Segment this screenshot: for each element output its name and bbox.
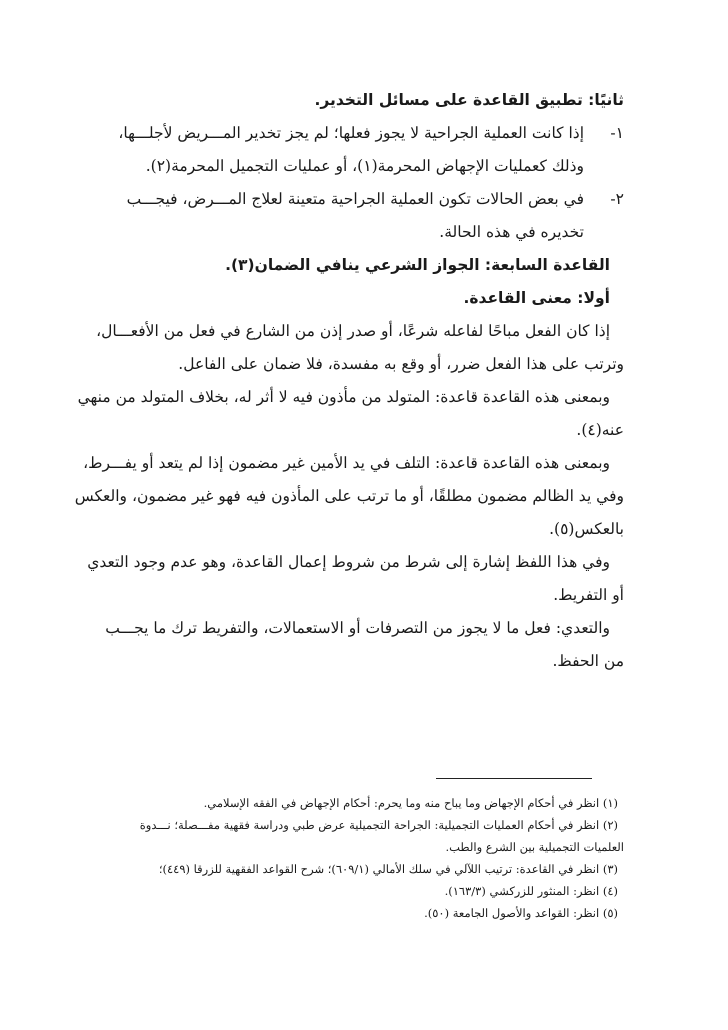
meaning-heading: أولا: معنى القاعدة. [463,289,610,307]
footnotes [108,792,624,924]
paragraph-5-line1: والتعدي: فعل ما لا يجوز من التصرفات أو الاستعمالات، والتفريط ترك ما يجـــب [105,619,610,637]
paragraph-1-line2: وترتب على هذا الفعل ضرر، أو وقع به مفسدة، فلا ضمان على الفاعل. [178,355,624,373]
footnote-3: (٣) انظر في القاعدة: ترتيب اللآلي في سلك الأمالي (٦٠٩/١)؛ شرح القواعد الفقهية للزرقا (٤٤٩)؛ [158,862,618,876]
footnote-1: (١) انظر في أحكام الإجهاض وما يباح منه وما يحرم: أحكام الإجهاض في الفقه الإسلامي. [203,796,618,810]
list-item-2 [108,183,624,216]
paragraph-2-line1: وبمعنى هذه القاعدة قاعدة: المتولد من مأذون فيه لا أثر له، بخلاف المتولد من منهي [77,388,610,406]
list-number-2: ٢- [610,190,624,208]
footnote-2-line2: العلميات التجميلية بين الشرع والطب. [445,840,624,854]
paragraph-5-line2: من الحفظ. [552,652,624,670]
list-item-1-text-line2: وذلك كعمليات الإجهاض المحرمة(١)، أو عمليات التجميل المحرمة(٢). [145,157,584,175]
paragraph-2-line2: عنه(٤). [576,421,624,439]
paragraph-1-line1: إذا كان الفعل مباحًا لفاعله شرعًا، أو صدر إذن من الشارع في فعل من الأفعـــال، [96,322,610,340]
list-item-2-text-line2: تخديره في هذه الحالة. [439,223,584,241]
rule-seven-heading: القاعدة السابعة: الجواز الشرعي ينافي الضمان(٣). [225,256,610,274]
paragraph-3-line3: بالعكس(٥). [549,520,624,538]
paragraph-4-line1: وفي هذا اللفظ إشارة إلى شرط من شروط إعمال القاعدة، وهو عدم وجود التعدي [87,553,610,571]
list-number-1: ١- [610,124,624,142]
paragraph-3-line2: وفي يد الظالم مضمون مطلقًا، أو ما ترتب على المأذون فيه فهو غير مضمون، والعكس [74,487,624,505]
section-heading-application: ثانيًا: تطبيق القاعدة على مسائل التخدير. [314,91,624,109]
footnote-4: (٤) انظر: المنثور للزركشي (١٦٣/٣). [444,884,618,898]
document-body [74,84,624,678]
list-item-2-text-line1: في بعض الحالات تكون العملية الجراحية متعينة لعلاج المـــرض، فيجـــب [126,190,584,208]
footnote-2-line1: (٢) انظر في أحكام العمليات التجميلية: الجراحة التجميلية عرض طبي ودراسة فقهية مفـــصلة؛ نـــدوة [139,818,618,832]
paragraph-4-line2: أو التفريط. [553,586,624,604]
list-item-1 [108,117,624,150]
footnote-separator [436,778,592,779]
paragraph-3-line1: وبمعنى هذه القاعدة قاعدة: التلف في يد الأمين غير مضمون إذا لم يتعد أو يفـــرط، [83,454,610,472]
footnote-5: (٥) انظر: القواعد والأصول الجامعة (٥٠). [424,906,618,920]
list-item-1-text-line1: إذا كانت العملية الجراحية لا يجوز فعلها؛ لم يجز تخدير المـــريض لأجلـــها، [118,124,584,142]
